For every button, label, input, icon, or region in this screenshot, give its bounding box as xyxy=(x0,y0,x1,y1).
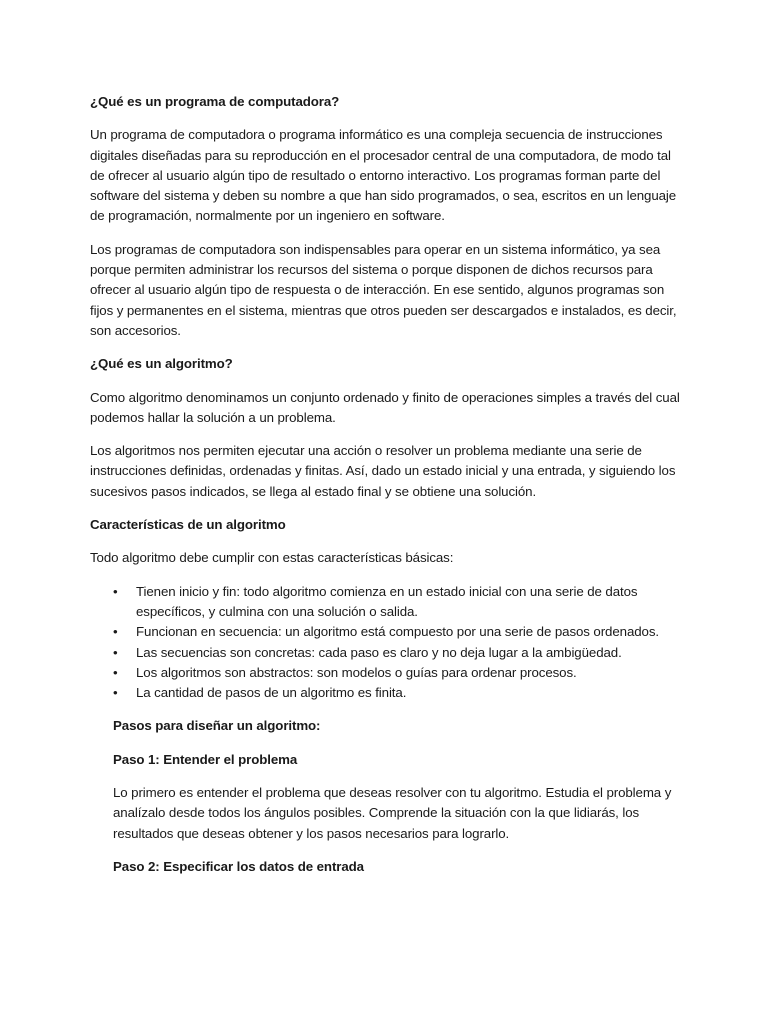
paragraph-algorithm-definition: Como algoritmo denominamos un conjunto ordenado y finito de operaciones simples a través del cual podemos hallar la solución a un problema. xyxy=(90,389,680,425)
heading-step-2: Paso 2: Especificar los datos de entrada xyxy=(113,858,364,874)
list-item xyxy=(113,663,684,683)
heading-design-steps: Pasos para diseñar un algoritmo: xyxy=(113,718,321,734)
bullet-icon: • xyxy=(113,583,118,599)
heading-algorithm: ¿Qué es un algoritmo? xyxy=(90,356,233,372)
list-item-text: Los algoritmos son abstractos: son modelos o guías para ordenar procesos. xyxy=(136,664,577,680)
list-item xyxy=(113,582,684,623)
paragraph-algorithm-usage: Los algoritmos nos permiten ejecutar una acción o resolver un problema mediante una serie de instrucciones definidas, ordenadas y finitas. Así, dado un estado inicial y una entrada, y siguiendo los sucesivos pasos indicados, se llega al estado final y se obtiene una solución. xyxy=(90,443,676,499)
paragraph-program-usage: Los programas de computadora son indispensables para operar en un sistema informático, ya sea porque permiten administrar los recursos del sistema o porque disponen de dichos recursos para ofrecer al usuario algún tipo de respuesta o de interacción. En ese sentido, algunos programas son fijos y permanentes en el sistema, mientras que otros pueden ser descargados e instalados, es decir, son accesorios. xyxy=(90,241,677,338)
list-item xyxy=(113,622,684,642)
list-item xyxy=(113,643,684,663)
paragraph-program-definition: Un programa de computadora o programa informático es una compleja secuencia de instrucciones digitales diseñadas para su reproducción en el procesador central de una computadora, de modo tal de ofrecer al usuario algún tipo de resultado o entorno interactivo. Los programas forman parte del software del sistema y deben su nombre a que han sido programados, o sea, escritos en un lenguaje de programación, normalmente por un ingeniero en software. xyxy=(90,127,677,224)
paragraph-characteristics-intro: Todo algoritmo debe cumplir con estas características básicas: xyxy=(90,550,454,566)
bullet-icon: • xyxy=(113,644,118,660)
list-item-text: Tienen inicio y fin: todo algoritmo comienza en un estado inicial con una serie de datos específicos, y culmina con una solución o salida. xyxy=(136,583,638,619)
heading-program: ¿Qué es un programa de computadora? xyxy=(90,94,340,109)
bullet-icon: • xyxy=(113,624,118,640)
list-item-text: Funcionan en secuencia: un algoritmo está compuesto por una serie de pasos ordenados. xyxy=(136,624,659,640)
paragraph-step-1: Lo primero es entender el problema que deseas resolver con tu algoritmo. Estudia el problema y analízalo desde todos los ángulos posibles. Comprende la situación con la que lidiarás, los resultados que deseas obtener y los pasos necesarios para lograrlo. xyxy=(113,785,672,841)
steps-section xyxy=(113,716,684,877)
bullet-icon: • xyxy=(113,664,118,680)
list-item-text: Las secuencias son concretas: cada paso es claro y no deja lugar a la ambigüedad. xyxy=(136,644,622,660)
characteristics-list xyxy=(90,582,684,704)
list-item-text: La cantidad de pasos de un algoritmo es finita. xyxy=(136,685,407,701)
heading-step-1: Paso 1: Entender el problema xyxy=(113,751,298,767)
list-item xyxy=(113,683,684,703)
document-page xyxy=(90,92,684,890)
bullet-icon: • xyxy=(113,685,118,701)
heading-characteristics: Características de un algoritmo xyxy=(90,517,286,533)
